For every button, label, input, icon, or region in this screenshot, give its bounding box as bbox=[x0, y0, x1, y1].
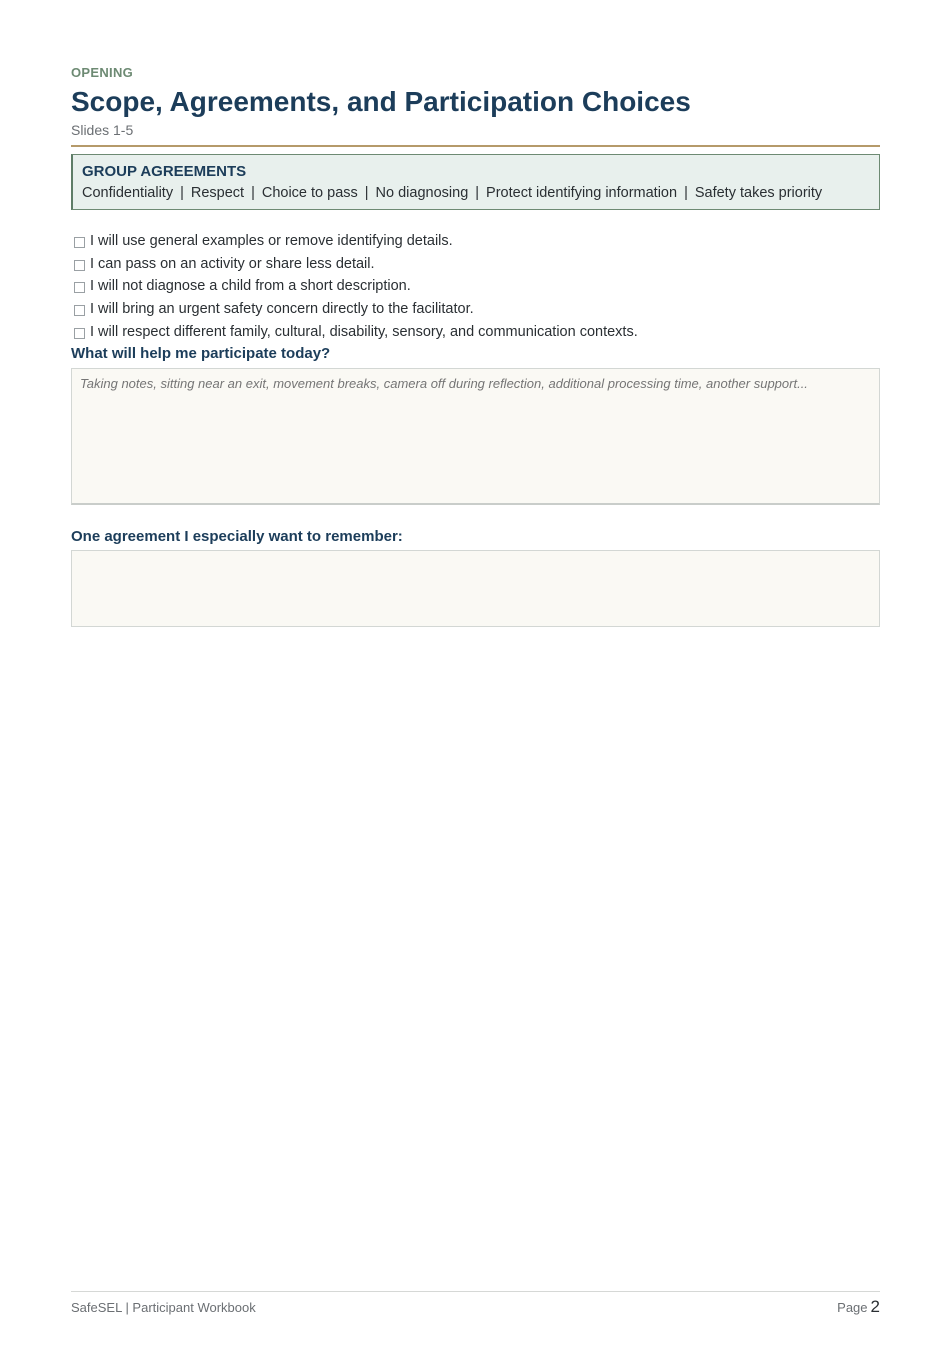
agreement-separator: | bbox=[475, 185, 480, 201]
checkbox[interactable] bbox=[74, 305, 85, 316]
group-agreements-box bbox=[71, 154, 880, 210]
checkbox[interactable] bbox=[74, 282, 85, 293]
group-agreements-heading: GROUP AGREEMENTS bbox=[82, 163, 247, 180]
slides-reference: Slides 1-5 bbox=[71, 122, 134, 138]
section-label: OPENING bbox=[71, 65, 134, 80]
page-title: Scope, Agreements, and Participation Choices bbox=[71, 86, 691, 117]
agreement-separator: | bbox=[364, 185, 369, 201]
agreement-separator: | bbox=[684, 185, 688, 201]
agreement-item: Safety takes priority bbox=[694, 185, 823, 201]
footer-divider bbox=[71, 1291, 880, 1292]
checklist-item bbox=[74, 301, 638, 324]
page-number: 2 bbox=[870, 1297, 880, 1316]
checklist-item-label: I will bring an urgent safety concern directly to the facilitator. bbox=[90, 301, 474, 318]
checkbox[interactable] bbox=[74, 237, 85, 248]
agreement-separator: | bbox=[251, 185, 255, 201]
checklist-item-label: I will not diagnose a child from a short description. bbox=[90, 278, 411, 295]
checklist-item-label: I will use general examples or remove identifying details. bbox=[90, 233, 453, 249]
agreement-item: No diagnosing bbox=[375, 185, 469, 201]
checkbox[interactable] bbox=[74, 328, 85, 339]
participation-prompt: What will help me participate today? bbox=[71, 345, 331, 362]
agreement-item: Respect bbox=[190, 185, 245, 201]
agreement-item: Choice to pass bbox=[261, 185, 358, 201]
agreement-response-field[interactable] bbox=[71, 550, 880, 627]
footer-page-indicator bbox=[837, 1297, 880, 1317]
agreement-separator: | bbox=[180, 185, 184, 201]
checkbox[interactable] bbox=[74, 260, 85, 271]
agreement-item: Protect identifying information bbox=[486, 185, 678, 201]
title-divider bbox=[71, 145, 880, 147]
checklist-item bbox=[74, 256, 638, 279]
participation-response-field[interactable] bbox=[71, 368, 880, 505]
page-label: Page bbox=[837, 1300, 868, 1315]
workbook-page bbox=[71, 0, 880, 1345]
checklist-item-label: I will respect different family, cultural, disability, sensory, and communication contexts. bbox=[90, 323, 638, 340]
checklist-item-label: I can pass on an activity or share less detail. bbox=[90, 255, 375, 272]
checklist-item bbox=[74, 233, 638, 256]
footer-workbook-title: SafeSEL | Participant Workbook bbox=[71, 1300, 256, 1315]
checklist-item bbox=[74, 324, 638, 347]
commitment-checklist bbox=[74, 233, 638, 346]
agreement-prompt: One agreement I especially want to remember: bbox=[71, 528, 403, 545]
group-agreements-list bbox=[82, 184, 869, 202]
agreement-item: Confidentiality bbox=[82, 185, 174, 201]
checklist-item bbox=[74, 278, 638, 301]
